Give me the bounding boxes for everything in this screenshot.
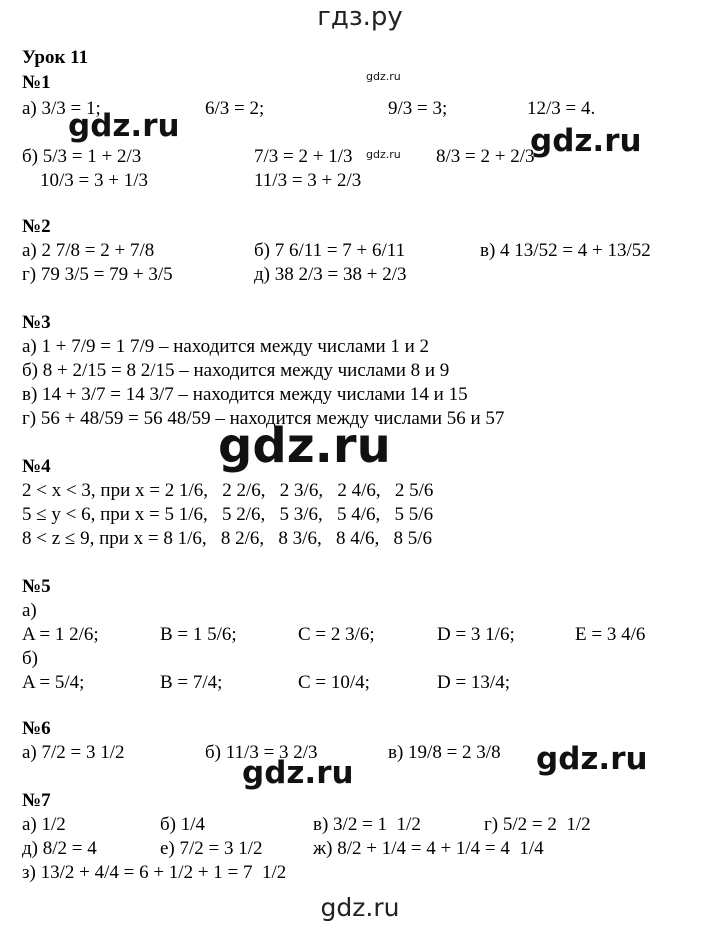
task-5-item: C = 10/4; — [298, 672, 370, 693]
task-2-number: №2 — [22, 216, 51, 237]
task-3-line: а) 1 + 7/9 = 1 7/9 – находится между числами 1 и 2 — [22, 336, 430, 357]
task-2-line: в) 4 13/52 = 4 + 13/52 — [480, 240, 651, 261]
task-4-line: 2 < x < 3, при x = 2 1/6, 2 2/6, 2 3/6, 2 4/6, 2 5/6 — [22, 480, 434, 501]
watermark-mid: gdz.ru — [530, 123, 642, 159]
task-1-line: 6/3 = 2; — [205, 98, 265, 119]
task-6-number: №6 — [22, 718, 51, 739]
task-3-line: в) 14 + 3/7 = 14 3/7 – находится между числами 14 и 15 — [22, 384, 468, 405]
task-5-item: D = 13/4; — [437, 672, 510, 693]
task-7-item: з) 13/2 + 4/4 = 6 + 1/2 + 1 = 7 1/2 — [22, 862, 287, 883]
task-1-line: б) 5/3 = 1 + 2/3 — [22, 146, 142, 167]
task-5-item: B = 1 5/6; — [160, 624, 237, 645]
task-7-item: г) 5/2 = 2 1/2 — [484, 814, 591, 835]
task-5-item: D = 3 1/6; — [437, 624, 515, 645]
watermark-mid: gdz.ru — [242, 755, 354, 791]
task-3-line: б) 8 + 2/15 = 8 2/15 – находится между числами 8 и 9 — [22, 360, 450, 381]
watermark-big: gdz.ru — [218, 418, 391, 474]
task-6-item: в) 19/8 = 2 3/8 — [388, 742, 501, 763]
task-5-item: E = 3 4/6 — [575, 624, 646, 645]
task-3-number: №3 — [22, 312, 51, 333]
task-4-line: 8 < z ≤ 9, при x = 8 1/6, 8 2/6, 8 3/6, 8 4/6, 8 5/6 — [22, 528, 433, 549]
watermark-mid: gdz.ru — [68, 108, 180, 144]
task-1-line: 12/3 = 4. — [527, 98, 596, 119]
task-1-line: 9/3 = 3; — [388, 98, 448, 119]
task-1-line: а) 3/3 = 1; — [22, 98, 101, 119]
task-2-line: а) 2 7/8 = 2 + 7/8 — [22, 240, 155, 261]
task-4-line: 5 ≤ y < 6, при x = 5 1/6, 5 2/6, 5 3/6, 5 4/6, 5 5/6 — [22, 504, 434, 525]
task-7-item: в) 3/2 = 1 1/2 — [313, 814, 421, 835]
task-2-line: б) 7 6/11 = 7 + 6/11 — [254, 240, 406, 261]
task-4-number: №4 — [22, 456, 51, 477]
task-2-line: д) 38 2/3 = 38 + 2/3 — [254, 264, 407, 285]
task-5-number: №5 — [22, 576, 51, 597]
task-7-number: №7 — [22, 790, 51, 811]
task-1-line: 10/3 = 3 + 1/3 — [40, 170, 148, 191]
task-1-line: 7/3 = 2 + 1/3 — [254, 146, 353, 167]
task-7-item: б) 1/4 — [160, 814, 206, 835]
footer-watermark: gdz.ru — [320, 893, 400, 922]
task-1-line: 8/3 = 2 + 2/3 — [436, 146, 535, 167]
watermark-small: gdz.ru — [366, 148, 401, 161]
task-6-item: б) 11/3 = 3 2/3 — [205, 742, 318, 763]
watermark-mid: gdz.ru — [536, 741, 648, 777]
task-7-item: а) 1/2 — [22, 814, 66, 835]
task-7-item: е) 7/2 = 3 1/2 — [160, 838, 263, 859]
task-5-part-a: а) — [22, 600, 37, 621]
site-header: гдз.ру — [317, 2, 403, 32]
task-3-line: г) 56 + 48/59 = 56 48/59 – находится между числами 56 и 57 — [22, 408, 505, 429]
watermark-small: gdz.ru — [366, 70, 401, 83]
task-7-item: д) 8/2 = 4 — [22, 838, 97, 859]
lesson-title: Урок 11 — [22, 47, 89, 68]
task-5-part-b: б) — [22, 648, 38, 669]
task-2-line: г) 79 3/5 = 79 + 3/5 — [22, 264, 173, 285]
task-7-item: ж) 8/2 + 1/4 = 4 + 1/4 = 4 1/4 — [313, 838, 544, 859]
task-6-item: а) 7/2 = 3 1/2 — [22, 742, 125, 763]
task-5-item: A = 1 2/6; — [22, 624, 99, 645]
task-5-item: A = 5/4; — [22, 672, 85, 693]
task-5-item: B = 7/4; — [160, 672, 223, 693]
task-5-item: C = 2 3/6; — [298, 624, 375, 645]
task-1-line: 11/3 = 3 + 2/3 — [254, 170, 362, 191]
task-1-number: №1 — [22, 72, 51, 93]
